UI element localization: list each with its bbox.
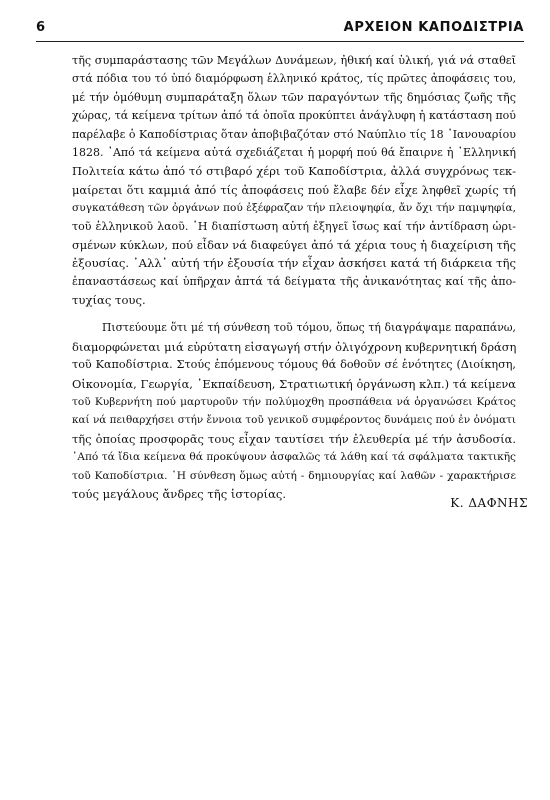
text-line: τοῦ Καποδίστρια. ῾Η σύνθεση ὅμως αὐτή - δημιουργίας καί λαθῶν - χαρακτήρισε bbox=[72, 469, 516, 482]
text-line: χώρας, τά κείμενα τρίτων ἀπό τά ὁποῖα προκύπτει ἀνάγλυφη ἡ κατάσταση πού bbox=[72, 109, 516, 123]
text-line: ᾿Από τά ἴδια κείμενα θά προκύψουν ἀσφαλῶς τά λάθη καί τά σφάλματα τακτικῆς bbox=[72, 451, 516, 464]
page-number: 6 bbox=[36, 20, 46, 35]
text-line: συγκατάθεση τῶν ὀργάνων πού ἐξέφραζαν τήν πλειοψηφία, ἄν ὄχι τήν παμψηφία, bbox=[72, 202, 516, 215]
body-text bbox=[72, 52, 516, 503]
page-header bbox=[36, 18, 524, 40]
text-line: καί νά πειθαρχήσει στήν ἔννοια τοῦ γενικοῦ συμφέροντος δυνάμεις πού ἐν ὀνόματι bbox=[72, 414, 516, 427]
text-line: Πολιτεία κάτω ἀπό τό στιβαρό χέρι τοῦ Καποδίστρια, ἀλλά συγχρόνως τεκ- bbox=[72, 164, 516, 179]
text-line: ἐπαναστάσεως καί ὑπῆρχαν ἁπτά τά δείγματα τῆς ἀνικανότητας καί τῆς ἀπο- bbox=[72, 274, 516, 288]
text-line: τυχίας τους. bbox=[72, 293, 146, 308]
text-line: Οἰκονομία, Γεωργία, ᾿Εκπαίδευση, Στρατιωτική ὀργάνωση κλπ.) τά κείμενα bbox=[72, 376, 516, 391]
text-line: τοῦ Κυβερνήτη πού μαρτυροῦν τήν πολύμοχθη προσπάθεια νά ὀργανώσει Κράτος bbox=[72, 396, 516, 409]
paragraph-1 bbox=[72, 52, 516, 309]
text-line: σμένων κύκλων, πού εἶδαν νά διαφεύγει ἀπό τά χέρια τους ἡ διαχείριση τῆς bbox=[72, 237, 516, 252]
paragraph-2 bbox=[72, 319, 516, 503]
text-line: τοῦ ἑλληνικοῦ λαοῦ. ῾Η διαπίστωση αὐτή ἐξηγεῖ ἴσως καί τήν ἀντίδραση ὡρι- bbox=[72, 219, 516, 233]
author-signature: Κ. ΔΑΦΝΗΣ bbox=[450, 496, 528, 510]
text-line: παρέλαβε ὁ Καποδίστριας ὅταν ἀποβιβαζόταν στό Ναύπλιο τίς 18 ᾿Ιανουαρίου bbox=[72, 127, 516, 141]
text-line: τούς μεγάλους ἄνδρες τῆς ἱστορίας. bbox=[72, 486, 287, 501]
text-line: μαίρεται ὅτι καμμιά ἀπό τίς ἀποφάσεις πού ἔλαβε δέν εἶχε ληφθεῖ χωρίς τή bbox=[72, 182, 516, 197]
text-line: ἐξουσίας. ᾿Αλλ᾿ αὐτή τήν ἐξουσία τήν εἶχαν ἀσκήσει κατά τή διάρκεια τῆς bbox=[72, 256, 516, 271]
running-title: ΑΡΧΕΙΟΝ ΚΑΠΟΔΙΣΤΡΙΑ bbox=[343, 20, 524, 35]
text-line: τῆς ὁποίας προσφορᾶς τους εἶχαν ταυτίσει τήν ἐλευθερία μέ τήν ἀσυδοσία. bbox=[72, 431, 516, 446]
paragraph-gap bbox=[72, 309, 516, 319]
text-line: τῆς συμπαράστασης τῶν Μεγάλων Δυνάμεων, ἠθική καί ὑλική, γιά νά σταθεῖ bbox=[72, 54, 516, 67]
header-rule bbox=[36, 41, 524, 42]
text-line: 1828. ᾿Από τά κείμενα αὐτά σχεδιάζεται ἡ μορφή πού θά ἔπαιρνε ἡ ῾Ελληνική bbox=[72, 145, 516, 159]
text-line: μέ τήν ὁμόθυμη συμπαράταξη ὅλων τῶν παραγόντων τῆς δημόσιας ζωῆς τῆς bbox=[72, 90, 516, 104]
text-line: στά πόδια του τό ὑπό διαμόρφωση ἑλληνικό κράτος, τίς πρῶτες ἀποφάσεις του, bbox=[72, 72, 516, 86]
text-line: Πιστεύουμε ὅτι μέ τή σύνθεση τοῦ τόμου, ὅπως τή διαγράψαμε παραπάνω, bbox=[102, 321, 516, 335]
text-line: τοῦ Καποδίστρια. Στούς ἑπόμενους τόμους θά δοθοῦν σέ ἑνότητες (Διοίκηση, bbox=[72, 358, 516, 372]
text-line: διαμορφώνεται μιά εὐρύτατη εἰσαγωγή στήν ὀλιγόχρονη κυβερνητική δράση bbox=[72, 339, 516, 354]
